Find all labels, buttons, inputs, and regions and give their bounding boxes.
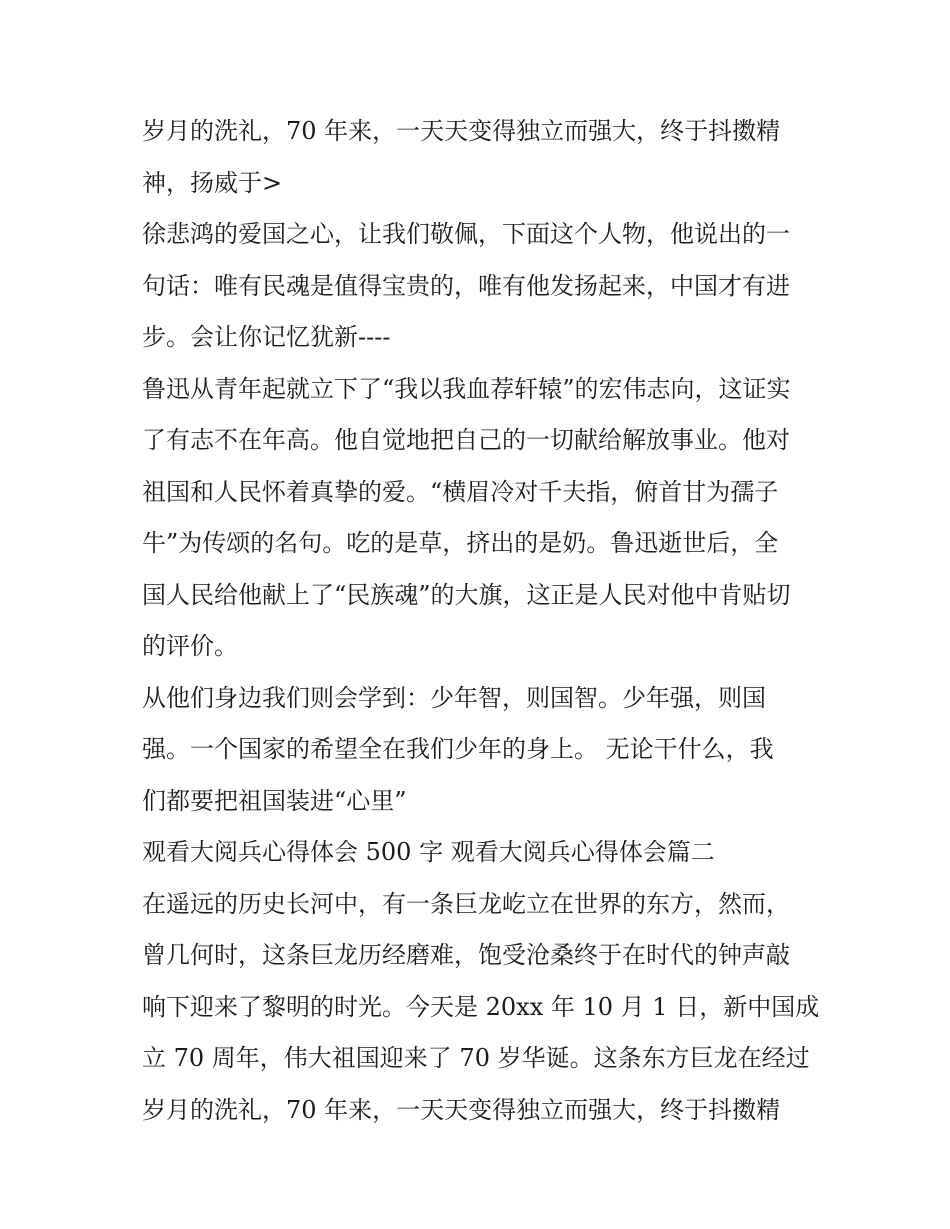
text-line: 句话：唯有民魂是值得宝贵的，唯有他发扬起来，中国才有进 [142, 271, 790, 300]
text-line: 强。一个国家的希望全在我们少年的身上。 无论干什么，我 [142, 735, 774, 763]
text-line: 的评价。 [142, 632, 238, 660]
text-line: 徐悲鸿的爱国之心，让我们敬佩，下面这个人物，他说出的一 [142, 220, 790, 248]
text-line: 步。会让你记忆犹新---- [142, 323, 391, 351]
text-line: 从他们身边我们则会学到：少年智，则国智。少年强，则国 [142, 683, 766, 712]
text-line: 鲁迅从青年起就立下了“我以我血荐轩辕”的宏伟志向，这证实 [142, 374, 791, 403]
text-line: 岁月的洗礼，70 年来，一天天变得独立而强大，终于抖擞精 [142, 117, 781, 145]
section-heading: 观看大阅兵心得体会 500 字 观看大阅兵心得体会篇二 [142, 838, 715, 866]
text-line: 响下迎来了黎明的时光。今天是 20xx 年 10 月 1 日，新中国成 [142, 992, 820, 1021]
text-line: 在遥远的历史长河中，有一条巨龙屹立在世界的东方，然而， [142, 889, 790, 918]
text-line: 立 70 周年，伟大祖国迎来了 70 岁华诞。这条东方巨龙在经过 [142, 1044, 810, 1072]
text-line: 了有志不在年高。他自觉地把自己的一切献给解放事业。他对 [142, 426, 790, 454]
text-line: 神，扬威于> [142, 168, 283, 197]
body-text [142, 106, 822, 1136]
text-line: 牛”为传颂的名句。吃的是草，挤出的是奶。鲁迅逝世后，全 [142, 529, 779, 557]
text-line: 国人民给他献上了“民族魂”的大旗，这正是人民对他中肯贴切 [142, 580, 791, 609]
text-line: 岁月的洗礼，70 年来，一天天变得独立而强大，终于抖擞精 [142, 1095, 781, 1124]
text-line: 祖国和人民怀着真挚的爱。“横眉冷对千夫指，俯首甘为孺子 [142, 477, 779, 506]
text-line: 曾几何时，这条巨龙历经磨难，饱受沧桑终于在时代的钟声敲 [142, 941, 790, 969]
text-line: 们都要把祖国装进“心里” [142, 786, 407, 815]
